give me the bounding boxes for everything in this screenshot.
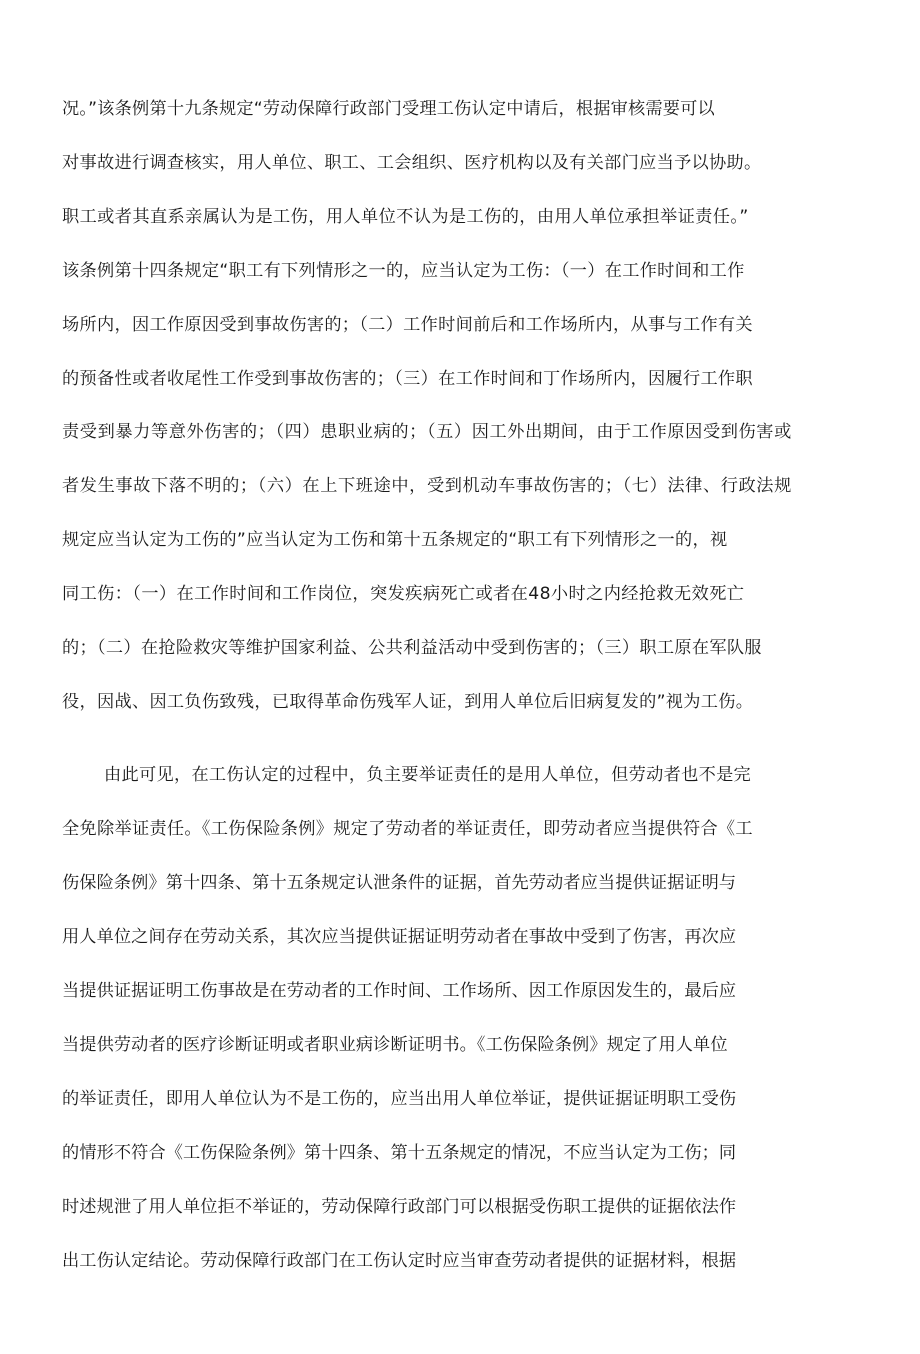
paragraph-2-line-4: 用人单位之间存在劳动关系，其次应当提供证据证明劳动者在事故中受到了伤害，再次应 (62, 927, 737, 947)
paragraph-1-line-11: 的；（二）在抢险救灾等维护国家利益、公共利益活动中受到伤害的；（三）职工原在军队服 (62, 638, 762, 658)
paragraph-1-line-7: 责受到暴力等意外伤害的；（四）患职业病的；（五）因工外出期间，由于工作原因受到伤害或 (62, 422, 792, 442)
paragraph-2-line-7: 的举证责任，即用人单位认为不是工伤的，应当出用人单位举证，提供证据证明职工受伤 (62, 1089, 737, 1109)
paragraph-1-line-12: 役，因战、因工负伤致残，已取得革命伤残军人证，到用人单位后旧病复发的”视为工伤。 (62, 692, 754, 712)
paragraph-1-line-3: 职工或者其直系亲属认为是工伤，用人单位不认为是工伤的，由用人单位承担举证责任。” (62, 207, 749, 227)
paragraph-2-line-3: 伤保险条例》第十四条、第十五条规定认泄条件的证据，首先劳动者应当提供证据证明与 (62, 873, 737, 893)
paragraph-1-line-8: 者发生事故下落不明的；（六）在上下班途中，受到机动车事故伤害的；（七）法律、行政法规 (62, 476, 792, 496)
paragraph-2-line-9: 时述规泄了用人单位拒不举证的，劳动保障行政部门可以根据受伤职工提供的证据依法作 (62, 1197, 737, 1217)
paragraph-1-line-6: 的预备性或者收尾性工作受到事故伤害的；（三）在工作时间和丁作场所内，因履行工作职 (62, 369, 753, 389)
paragraph-1-line-4: 该条例第十四条规定“职工有下列情形之一的，应当认定为工伤：（一）在工作时间和工作 (62, 261, 745, 281)
paragraph-1-line-1: 况。”该条例第十九条规定“劳动保障行政部门受理工伤认定中请后，根据审核需要可以 (62, 99, 715, 119)
paragraph-2-line-1: 由此可见，在工伤认定的过程中，负主要举证责任的是用人单位，但劳动者也不是完 (104, 765, 752, 785)
paragraph-1-line-10: 同工伤：（一）在工作时间和工作岗位，突发疾病死亡或者在48小时之内经抢救无效死亡 (62, 584, 745, 604)
paragraph-1-line-9: 规定应当认定为工伤的”应当认定为工伤和第十五条规定的“职工有下列情形之一的，视 (62, 530, 728, 550)
paragraph-2-line-6: 当提供劳动者的医疗诊断证明或者职业病诊断证明书。《工伤保险条例》规定了用人单位 (62, 1035, 728, 1055)
paragraph-2-line-10: 出工伤认定结论。劳动保障行政部门在工伤认定时应当审查劳动者提供的证据材料，根据 (62, 1251, 737, 1271)
paragraph-1-line-2: 对事故进行调查核实，用人单位、职工、工会组织、医疗机构以及有关部门应当予以协助。 (62, 153, 762, 173)
paragraph-1-line-5: 场所内，因工作原因受到事故伤害的；（二）工作时间前后和工作场所内，从事与工作有关 (62, 315, 753, 335)
paragraph-2-line-5: 当提供证据证明工伤事故是在劳动者的工作时间、工作场所、因工作原因发生的，最后应 (62, 981, 737, 1001)
paragraph-2-line-2: 全免除举证责任。《工伤保险条例》规定了劳动者的举证责任，即劳动者应当提供符合《工 (62, 819, 753, 839)
paragraph-2-line-8: 的情形不符合《工伤保险条例》第十四条、第十五条规定的情况，不应当认定为工伤；同 (62, 1143, 737, 1163)
